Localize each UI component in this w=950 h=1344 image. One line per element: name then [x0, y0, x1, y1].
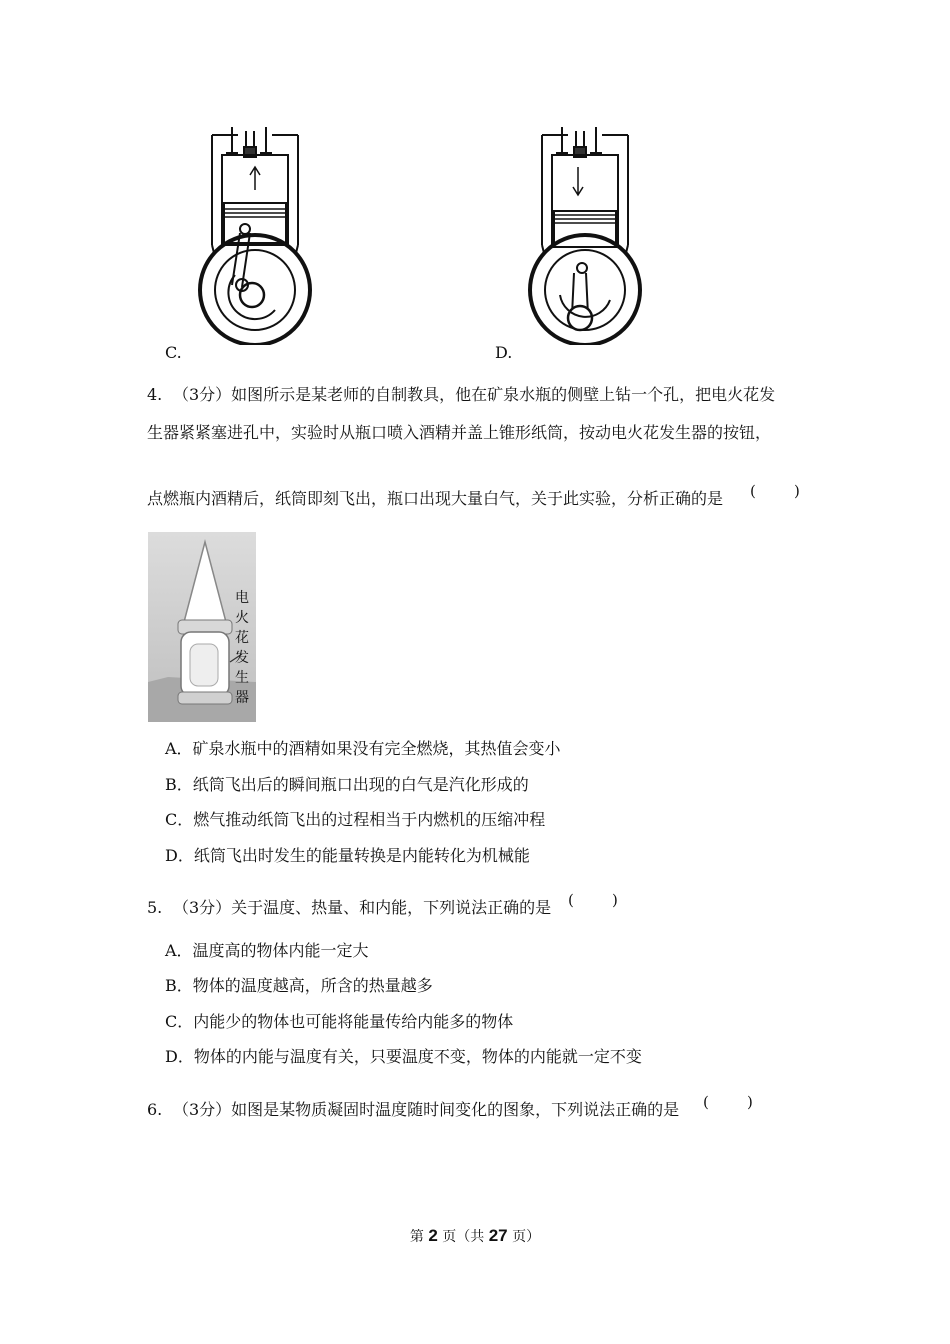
question-4-option-a[interactable]: A．矿泉水瓶中的酒精如果没有完全燃烧，其热值会变小 — [165, 739, 561, 758]
footer-total-pages: 27 — [488, 1226, 508, 1245]
engine-figure-c — [190, 125, 320, 345]
image-label-char: 火 — [235, 610, 249, 626]
answer-paren-close-q4: ) — [794, 482, 800, 500]
spark-generator-bottle-image — [148, 532, 256, 722]
question-4-number: 4. — [147, 385, 163, 404]
footer-mid: 页（共 — [442, 1229, 485, 1245]
page-footer — [0, 1226, 950, 1246]
answer-paren-close-q6: ) — [747, 1093, 753, 1111]
question-5-option-c[interactable]: C．内能少的物体也可能将能量传给内能多的物体 — [165, 1012, 514, 1031]
answer-paren-open-q6: ( — [703, 1093, 709, 1111]
question-4-option-c[interactable]: C．燃气推动纸筒飞出的过程相当于内燃机的压缩冲程 — [165, 810, 546, 829]
figure-label-c: C. — [165, 343, 182, 362]
engine-figure-d — [520, 125, 650, 345]
answer-paren-close-q5: ) — [612, 891, 618, 909]
question-4-option-b[interactable]: B．纸筒飞出后的瞬间瓶口出现的白气是汽化形成的 — [165, 775, 529, 794]
question-5-option-a[interactable]: A．温度高的物体内能一定大 — [165, 941, 369, 960]
question-4-line-2: 生器紧紧塞进孔中，实验时从瓶口喷入酒精并盖上锥形纸筒，按动电火花发生器的按钮， — [147, 423, 772, 442]
question-5-text: （3分）关于温度、热量、和内能，下列说法正确的是 — [173, 898, 552, 917]
question-6-text: （3分）如图是某物质凝固时温度随时间变化的图象，下列说法正确的是 — [173, 1100, 680, 1119]
question-5-option-b[interactable]: B．物体的温度越高，所含的热量越多 — [165, 976, 433, 995]
answer-paren-open-q5: ( — [568, 891, 574, 909]
footer-prefix: 第 — [409, 1229, 424, 1245]
question-5-number: 5. — [147, 898, 163, 917]
question-4-line-3: 点燃瓶内酒精后，纸筒即刻飞出，瓶口出现大量白气，关于此实验，分析正确的是 — [147, 489, 724, 508]
question-5-option-d[interactable]: D．物体的内能与温度有关，只要温度不变，物体的内能就一定不变 — [165, 1047, 642, 1066]
footer-page-number: 2 — [428, 1226, 438, 1245]
image-label-char: 花 — [235, 630, 249, 646]
question-4-option-d[interactable]: D．纸筒飞出时发生的能量转换是内能转化为机械能 — [165, 846, 530, 865]
image-label-char: 生 — [235, 670, 249, 686]
question-6-number: 6. — [147, 1100, 163, 1119]
image-label-char: 器 — [235, 690, 249, 706]
spark-generator-label — [232, 588, 252, 708]
question-4-line-1: （3分）如图所示是某老师的自制教具，他在矿泉水瓶的侧壁上钻一个孔，把电火花发 — [173, 385, 776, 404]
image-label-char: 发 — [235, 650, 249, 666]
answer-paren-open-q4: ( — [750, 482, 756, 500]
figure-label-d: D. — [495, 343, 513, 362]
footer-suffix: 页） — [512, 1229, 541, 1245]
image-label-char: 电 — [235, 590, 249, 606]
